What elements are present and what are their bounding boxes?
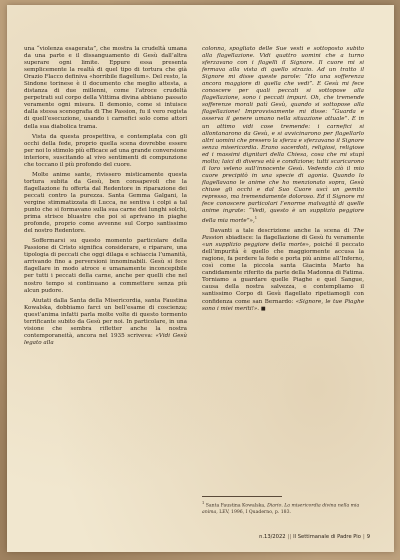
- paragraph: Vista da questa prospettiva, e contemplata con gli occhi della fede, proprio quella scena dovrebbe essere per noi lo stimolo più efficace ad una grande conversione interiore, suscitando al vivo sentimenti di compunzione che toccano il più profondo del cuore.: [24, 133, 187, 168]
- separator: |: [362, 534, 365, 540]
- title-text: The Passion: [202, 228, 364, 242]
- end-of-article-mark: ■: [260, 305, 266, 312]
- page-number: 9: [366, 534, 370, 540]
- paragraph: Molte anime sante, rivissero misticamente questa tortura subita da Gesù, ben consapevoli che la flagellazione fu offerta dal Redentore in riparazione dei peccati contro la purezza. Santa Gemma Galgani, la vergine stimmatizzata di Lucca, ne sentiva i colpi a tal punto che si formavano sulla sua carne dei lunghi solchi, prima strisce bluastre che poi si aprivano in piaghe profonde, proprio come avvenne sul Corpo santissimo del nostro Redentore.: [24, 171, 187, 235]
- footnote: [202, 500, 364, 516]
- quote-text: «Vidi Gesù legato alla: [24, 332, 187, 346]
- footnote-divider: [202, 496, 282, 497]
- quote-text: «Signore, le tue Piaghe sono i miei meriti!».: [202, 298, 364, 312]
- page-footer: [230, 534, 370, 540]
- paragraph: Soffermarsi su questo momento particolare della Passione di Cristo significa considerare, e riparare, una tipologia di peccati che oggi dilaga e schiaccia l’umanità, arrivando fino a perversioni innominabili. Gesù si fece flagellare in modo atroce e umanamente inconcepibile per tutti i peccati della carne, anche per quelli che nel nostro tempo si continuano a commettere senza più alcun pudore.: [24, 238, 187, 294]
- quote-text: «un supplizio peggiore della morte»,: [202, 242, 311, 249]
- separator: ||: [287, 534, 292, 540]
- paragraph-text: Davanti a tale descrizione anche la scena di: [210, 228, 354, 235]
- paragraph-text: poiché il peccato dell’impurità è quello che maggiormente accusa la ragione, fa perdere la fede e porta più anime all’Inferno, così come la piccola santa Giacinta Marto ha candidamente riferito da parte della Madonna di Fatima. Torniamo a guardare quelle Piaghe e quel Sangue, causa della nostra salvezza, e contempliamo il santissimo Corpo di Gesù flagellato ripetiamogli con confidenza come san Bernardo:: [202, 242, 364, 305]
- text-column-left: [24, 46, 187, 347]
- paragraph-text: Aiutati dalla Santa della Misericordia, santa Faustina Kowalska, dobbiamo farci un bell’esame di coscienza; quest’anima infatti parla molte volte di questo tormento terrificante subito da Gesù per noi. In particolare, in una visione che sembra rifletter anche la nostra contemporaneità, ancora nel 1935 scriveva:: [24, 297, 187, 339]
- footnote-number: 1: [202, 501, 205, 505]
- paragraph: [202, 228, 364, 313]
- footnote-source-title: Diario. La misericordia divina nella mia anima,: [202, 503, 360, 515]
- paragraph: [24, 298, 187, 347]
- footnote-text: LEV, 1996, I Quaderno, p. 183.: [217, 509, 291, 515]
- paragraph-text: sbiadisce: la flagellazione di Gesù fu veramente: [223, 235, 364, 242]
- quote-text: colonna, spogliato delle Sue vesti e sottoposto subito alla flagellazione. Vidi quattro uomini che a turno sferzavano con i flagelli il Signore. Il cuore mi si fermava alla vista di quello strazio. Ad un tratto il Signore mi disse queste parole: “Ho una sofferenza ancora maggiore di quella che vedi”. E Gesù mi fece conoscere per quali peccati si sottopose alla flagellazione, sono i peccati impuri. Oh, che tremende sofferenze morali patì Gesù, quando si sottopose alla flagellazione! Improvvisamente mi disse: “Guarda e osserva il genere umano nella situazione attuale”. E in un attimo vidi cose tremende: i carnefici si allontanarono da Gesù, e si avvicinarono per flagellarlo altri uomini che presero la sferza e sferzavano il Signore senza misericordia. Erano sacerdoti, religiosi, religiose ed i massimi dignitari della Chiesa, cosa che mi stupì molto; laici di diversa età e condizione; tutti scaricarono il loro veleno sull’innocente Gesù. Vedendo ciò il mio cuore precipitò in una specie di agonia. Quando lo flagellavano le anime che ho menzionato sopra, Gesù chiuse gli occhi e dal Suo Cuore uscì un gemito represso, ma tremendamente doloroso. Ed il Signore mi fece conoscere particolari l’enorme malvagità di quelle anime ingrate: “Vedi, questo è un supplizio peggiore della mia morte”»,: [202, 46, 364, 224]
- paragraph: [202, 46, 364, 225]
- footnote-marker: 1: [254, 216, 258, 221]
- footnote-text: Santa Faustina Kowalska,: [204, 503, 268, 509]
- magazine-name: Il Settimanale di Padre Pio: [293, 534, 361, 540]
- text-column-right: [202, 46, 364, 313]
- paragraph: una “violenza esagerata”, che mostra la crudeltà umana da una parte e il dissanguamento di Gesù dall’altra superare ogni limite. Eppure essa presenta semplicemente la realtà di quel tipo di tortura che già Orazio Flacco definiva «horribile flagellum». Del resto, la Sindone torinese è il documento che meglio attesta, a distanza di due millenni, come l’atroce crudeltà perpetrati sul corpo della Vittima divina abbiano passato veramente ogni misura. Il demonio, come si intuisce dalla stessa scenografia di The Passion, fu il vero regista di quell’esecuzione, usando i carnefici solo come attori della sua diabolica trama.: [24, 46, 187, 130]
- issue-number: n.13/2022: [259, 534, 286, 540]
